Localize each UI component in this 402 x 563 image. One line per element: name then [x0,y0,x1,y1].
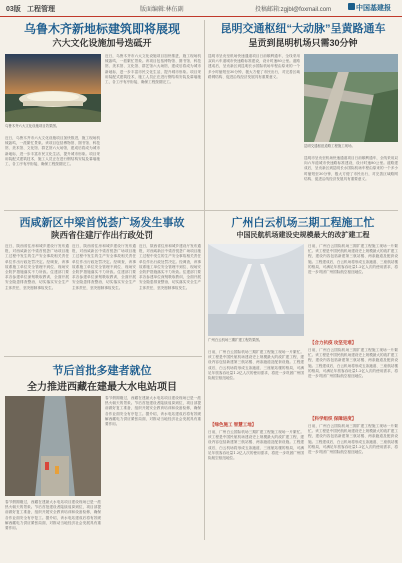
story5-body-col1b: 日前，广州白云国际机场三期扩建工程施工现场一片繁忙。该工程是中国民航机场建设史上规模最大的改扩建工程，建设内容包括新建第三航站楼、两条跑道及配套设施。工程建成后，白云机场将形成五条跑道、三座航站楼的格局，可满足年旅客吞吐量1.2亿人次的使用需求，将进一步巩固广州国际航空枢纽地位。 [208,430,304,461]
story3-body-col1: 近日，陕西省住房和城乡建设厅发布通报，对西咸新区中梁首悦荟广场项目施工过程中发生的生产安全事故相关责任单位作出行政处罚决定。经调查，该事故系施工单位安全管理不到位、现场安全防护措施落实不力所致。住建部门要求各参建单位深刻吸取教训，全面开展安全隐患排查整治，切实落实安全生产主体责任，坚决遏制事故发生。 [5,244,69,290]
story2-caption: 昆明交通枢纽道路工程施工现场。 [304,144,355,148]
horizontal-divider [4,210,398,211]
story3-subtitle: 陕西省住建厅作出行政处罚 [50,230,153,240]
section-name: 工程管理 [27,6,55,13]
story3-title: 西咸新区中梁首悦荟广场发生事故 [19,217,185,229]
story5-caption: 广州白云机场三期扩建工程效果图。 [208,338,263,342]
story5-subhead-2: 【合力抗疫 攻坚克难】 [310,340,357,345]
story5-body-col1: 日前，广州白云国际机场三期扩建工程施工现场一片繁忙。该工程是中国民航机场建设史上规模最大的改扩建工程，建设内容包括新建第三航站楼、两条跑道及配套设施。工程建成后，白云机场将形成五条跑道、三座航站楼的格局，可满足年旅客吞吐量1.2亿人次的使用需求，将进一步巩固广州国际航空枢纽地位。 [208,350,304,381]
story3-body-col3: 近日，陕西省住房和城乡建设厅发布通报，对西咸新区中梁首悦荟广场项目施工过程中发生的生产安全事故相关责任单位作出行政处罚决定。经调查，该事故系施工单位安全管理不到位、现场安全防护措施落实不力所致。住建部门要求各参建单位深刻吸取教训，全面开展安全隐患排查整治，切实落实安全生产主体责任，坚决遏制事故发生。 [139,244,201,290]
column-divider [204,20,205,540]
page-number: 03版 [6,6,21,13]
story2-photo [304,54,398,142]
story1-body-col2: 近日，乌鲁木齐市六大文化设施项目加快推进，施工现场机械轰鸣，一派繁忙景象。该项目包括博物馆、图书馆、科技馆、美术馆、文化馆、群艺馆六大场馆，建成后将成为城市新地标，进一步丰富市民文化生活，提升城市形象。项目采用装配式建筑技术，施工人员正在进行钢结构安装及幕墙施工，各工序有序衔接，确保工程按期完工。 [105,54,201,85]
story5-photo [208,244,304,336]
story2-body-col2: 昆明市呈贡至机场快速通道项目日前顺利通车，全线采用双向六车道城市快速路标准建设，设计时速80公里。道路建成后，呈贡新区到昆明长水国际机场车程由原来的一个多小时缩短至30分钟，极大方便了市民出行，对完善区域路网结构、促进沿线经济发展具有重要意义。 [304,156,398,181]
story5-body-col2: 日前，广州白云国际机场三期扩建工程施工现场一片繁忙。该工程是中国民航机场建设史上规模最大的改扩建工程，建设内容包括新建第三航站楼、两条跑道及配套设施。工程建成后，白云机场将形成五条跑道、三座航站楼的格局，可满足年旅客吞吐量1.2亿人次的使用需求，将进一步巩固广州国际航空枢纽地位。 [308,244,398,275]
story4-body-col2: 春节假期刚过，西藏在建最大水电站项目建设现场已是一派热火朝天的景象。节后首批建设者陆续返岗到位，项目部提前做好复工准备，组织开展安全教育培训和设备检修，确保各作业面安全有序复工。据介绍，该水电站建成后将有效缓解西藏电力供应紧张局面，对推动当地经济社会发展具有重要作用。 [105,396,201,427]
story5-subtitle: 中国民航机场建设史规模最大的改扩建工程 [236,232,370,239]
story4-body-col1: 春节假期刚过，西藏在建最大水电站项目建设现场已是一派热火朝天的景象。节后首批建设者陆续返岗到位，项目部提前做好复工准备，组织开展安全教育培训和设备检修，确保各作业面安全有序复工。据介绍，该水电站建成后将有效缓解西藏电力供应紧张局面，对推动当地经济社会发展具有重要作用。 [5,500,101,531]
story5-subhead-3: 【科学组织 保障进度】 [310,416,357,421]
story3-body-col2: 近日，陕西省住房和城乡建设厅发布通报，对西咸新区中梁首悦荟广场项目施工过程中发生的生产安全事故相关责任单位作出行政处罚决定。经调查，该事故系施工单位安全管理不到位、现场安全防护措施落实不力所致。住建部门要求各参建单位深刻吸取教训，全面开展安全隐患排查整治，切实落实安全生产主体责任，坚决遏制事故发生。 [72,244,136,290]
story4-photo [5,396,101,496]
newspaper-logo: 中国基建报 [356,5,391,12]
submission-email: 投稿邮箱:zgjbl@foxmail.com [255,7,332,13]
story1-photo [5,54,101,122]
story1-subtitle: 六大文化设施加号迭砥开 [52,38,152,48]
story5-subhead-1: 【绿色施工 智慧工地】 [210,422,257,427]
story4-subtitle: 全力推进西藏在建最大水电站项目 [27,382,177,393]
editor-credit: 版面编辑:林伍副 [140,7,184,13]
story1-caption: 乌鲁木齐六大文化设施项目效果图。 [5,124,60,128]
story5-title: 广州白云机场三期工程施工忙 [231,217,375,229]
logo-icon [348,3,355,10]
story4-title: 节后首批多建者就位 [52,365,152,377]
story1-title: 乌鲁木齐新地标建筑即将展现 [23,22,180,36]
story2-body-col1: 昆明市呈贡至机场快速通道项目日前顺利通车，全线采用双向六车道城市快速路标准建设，设计时速80公里。道路建成后，呈贡新区到昆明长水国际机场车程由原来的一个多小时缩短至30分钟，极大方便了市民出行，对完善区域路网结构、促进沿线经济发展具有重要意义。 [208,54,300,79]
story1-body-col1: 近日，乌鲁木齐市六大文化设施项目加快推进，施工现场机械轰鸣，一派繁忙景象。该项目包括博物馆、图书馆、科技馆、美术馆、文化馆、群艺馆六大场馆，建成后将成为城市新地标，进一步丰富市民文化生活，提升城市形象。项目采用装配式建筑技术，施工人员正在进行钢结构安装及幕墙施工，各工序有序衔接，确保工程按期完工。 [5,136,100,167]
page-header [0,0,402,17]
story5-body-col2c: 日前，广州白云国际机场三期扩建工程施工现场一片繁忙。该工程是中国民航机场建设史上规模最大的改扩建工程，建设内容包括新建第三航站楼、两条跑道及配套设施。工程建成后，白云机场将形成五条跑道、三座航站楼的格局，可满足年旅客吞吐量1.2亿人次的使用需求，将进一步巩固广州国际航空枢纽地位。 [308,424,398,455]
horizontal-divider-left [4,356,202,357]
story2-subtitle: 呈贡到昆明机场只需30分钟 [248,38,358,48]
story5-body-col2b: 日前，广州白云国际机场三期扩建工程施工现场一片繁忙。该工程是中国民航机场建设史上规模最大的改扩建工程，建设内容包括新建第三航站楼、两条跑道及配套设施。工程建成后，白云机场将形成五条跑道、三座航站楼的格局，可满足年旅客吞吐量1.2亿人次的使用需求，将进一步巩固广州国际航空枢纽地位。 [308,348,398,379]
story2-title: 昆明交通枢纽“大动脉”呈黄路通车 [220,23,386,35]
